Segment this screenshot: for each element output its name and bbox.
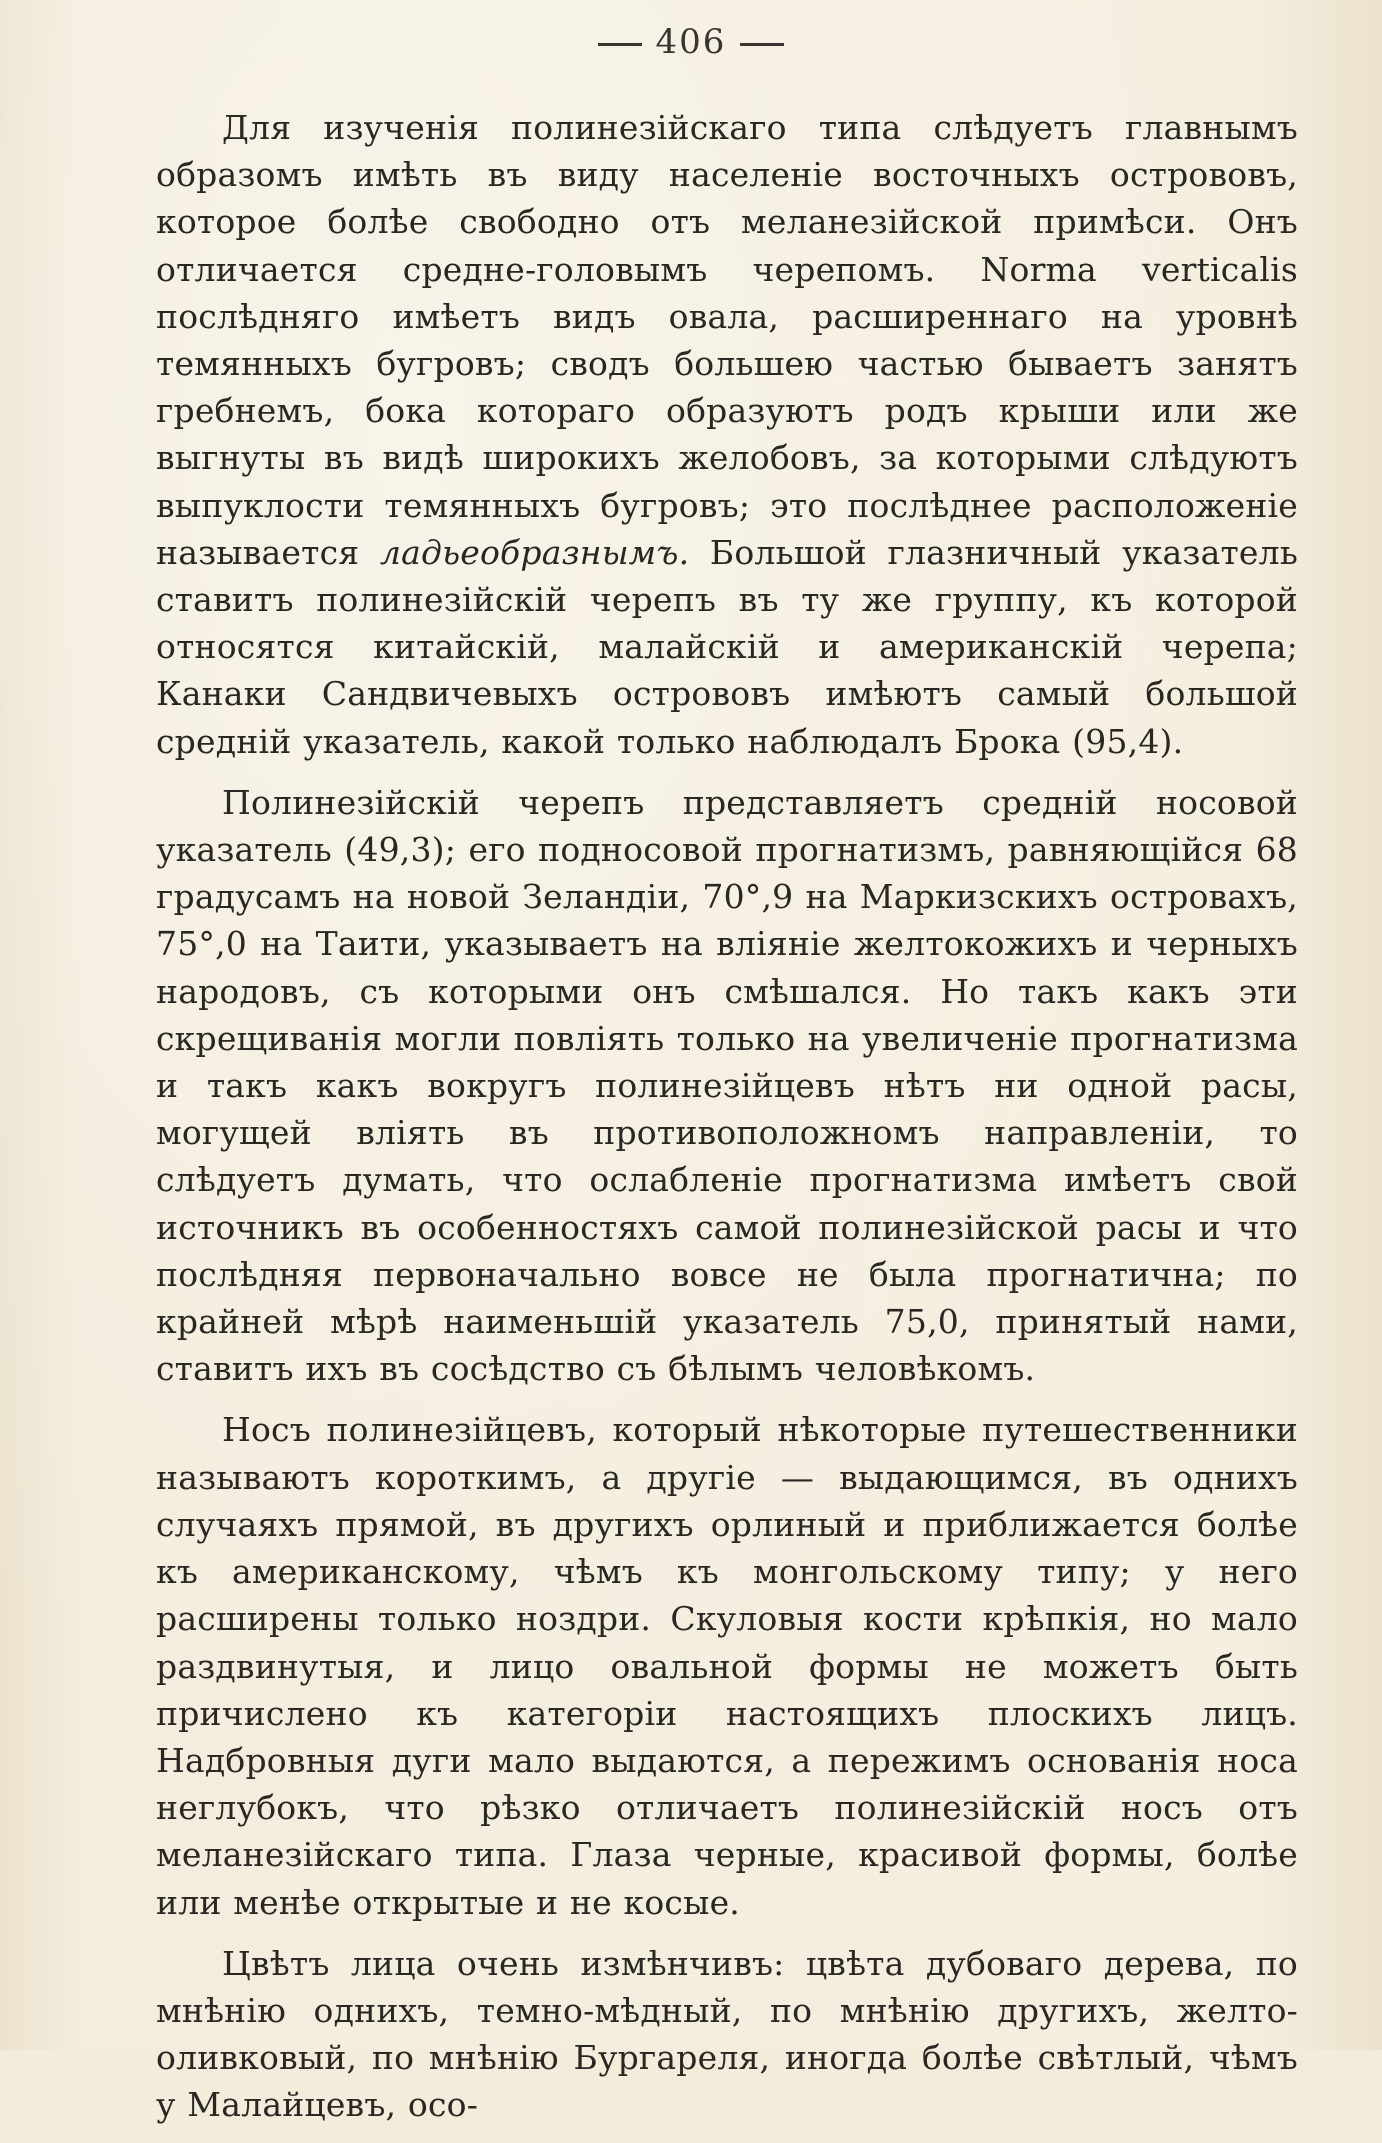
paragraph-1-text-b: Большой глазничный указатель ставитъ полинезійскій черепъ въ ту же группу, къ которой относятся китайскій, малайскій и американскій черепа; Канаки Сандвичевыхъ острововъ имѣютъ самый большой средній указатель, какой только наблюдалъ Брока (95,4).: [156, 532, 1298, 761]
paragraph-1: [156, 104, 1298, 765]
page-header: [0, 22, 1382, 62]
body-text: [156, 104, 1298, 2143]
paragraph-3: Носъ полинезійцевъ, который нѣкоторые путешественники называютъ короткимъ, а другіе — выдающимся, въ однихъ случаяхъ прямой, въ другихъ орлиный и приближается болѣе къ американскому, чѣмъ къ монгольскому типу; у него расширены только ноздри. Скуловыя кости крѣпкія, но мало раздвинутыя, и лицо овальной формы не можетъ быть причислено къ категоріи настоящихъ плоскихъ лицъ. Надбровныя дуги мало выдаются, а пережимъ основанія носа неглубокъ, что рѣзко отличаетъ полинезійскій носъ отъ меланезійскаго типа. Глаза черные, красивой формы, болѣе или менѣе открытые и не косые.: [156, 1410, 1298, 1922]
header-dash-right: [740, 43, 784, 46]
header-dash-left: [598, 43, 642, 46]
paragraph-2: Полинезійскій черепъ представляетъ средній носовой указатель (49,3); его подносовой прогнатизмъ, равняющійся 68 градусамъ на новой Зеландіи, 70°,9 на Маркизскихъ островахъ, 75°,0 на Таити, указываетъ на вліяніе желтокожихъ и черныхъ народовъ, съ которыми онъ смѣшался. Но такъ какъ эти скрещиванія могли повліять только на увеличеніе прогнатизма и такъ какъ вокругъ полинезійцевъ нѣтъ ни одной расы, могущей вліять въ противоположномъ направленіи, то слѣдуетъ думать, что ослабленіе прогнатизма имѣетъ свой источникъ въ особенностяхъ самой полинезійской расы и что послѣдняя первоначально вовсе не была прогнатична; по крайней мѣрѣ наименьшій указатель 75,0, принятый нами, ставитъ ихъ въ сосѣдство съ бѣлымъ человѣкомъ.: [156, 782, 1298, 1389]
paragraph-1-text-a: Для изученія полинезійскаго типа слѣдуетъ главнымъ образомъ имѣть въ виду населеніе восточныхъ острововъ, которое болѣе свободно отъ меланезійской примѣси. Онъ отличается средне-головымъ черепомъ. Norma verticalis послѣдняго имѣетъ видъ овала, расширеннаго на уровнѣ темянныхъ бугровъ; сводъ большею частью бываетъ занятъ гребнемъ, бока котораго образуютъ родъ крыши или же выгнуты въ видѣ широкихъ желобовъ, за которыми слѣдуютъ выпуклости темянныхъ бугровъ; это послѣднее расположеніе называется: [156, 108, 1298, 572]
page-number: 406: [655, 22, 727, 62]
paragraph-1-italic-term: ладьеобразнымъ.: [379, 532, 690, 572]
paragraph-4: Цвѣтъ лица очень измѣнчивъ: цвѣта дубоваго дерева, по мнѣнію однихъ, темно-мѣдный, по мнѣнію другихъ, желто-оливковый, по мнѣнію Бургареля, иногда болѣе свѣтлый, чѣмъ у Малайцевъ, осо-: [156, 1943, 1298, 2125]
